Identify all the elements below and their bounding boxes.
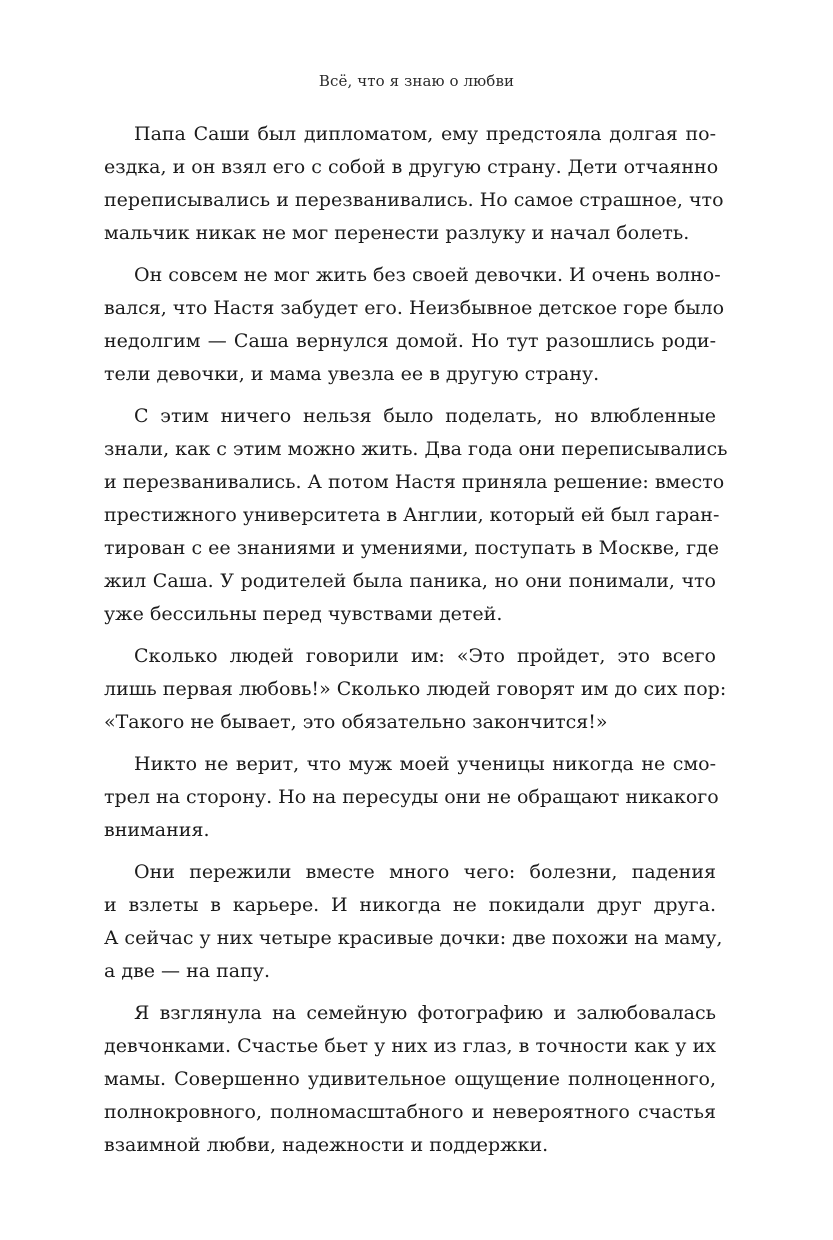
text-line: Они пережили вместе много чего: болезни, падения — [134, 861, 716, 883]
text-line: Он совсем не мог жить без своей девочки. И очень волно- — [134, 264, 721, 286]
running-head-title: Всё, что я знаю о любви — [318, 72, 515, 90]
text-line: уже бессильны перед чувствами детей. — [104, 603, 503, 625]
paragraph — [104, 748, 719, 847]
paragraph — [104, 997, 716, 1162]
text-line: ездка, и он взял его с собой в другую страну. Дети отчаянно — [104, 156, 719, 178]
text-line: внимания. — [104, 819, 210, 841]
text-line: мальчик никак не мог перенести разлуку и начал болеть. — [104, 222, 690, 244]
text-line: Папа Саши был дипломатом, ему предстояла долгая по- — [134, 123, 716, 145]
body-text — [104, 118, 728, 1162]
text-line: и перезванивались. А потом Настя приняла решение: вместо — [104, 471, 725, 493]
text-line: вался, что Настя забудет его. Неизбывное детское горе было — [104, 297, 725, 319]
text-line: престижного университета в Англии, который ей был гаран- — [104, 504, 720, 526]
paragraph — [104, 640, 727, 739]
text-line: жил Саша. У родителей была паника, но они понимали, что — [104, 570, 716, 592]
text-line: С этим ничего нельзя было поделать, но влюбленные — [134, 405, 716, 427]
paragraph — [104, 856, 723, 988]
paragraph — [104, 259, 725, 391]
text-line: мамы. Совершенно удивительное ощущение полноценного, — [104, 1068, 716, 1090]
text-line: полнокровного, полномасштабного и невероятного счастья — [104, 1101, 716, 1123]
text-line: знали, как с этим можно жить. Два года они переписывались — [104, 438, 728, 460]
text-line: взаимной любви, надежности и поддержки. — [104, 1134, 549, 1156]
text-line: А сейчас у них четыре красивые дочки: две похожи на маму, — [104, 927, 723, 949]
text-line: Никто не верит, что муж моей ученицы никогда не смо- — [134, 753, 716, 775]
text-line: тели девочки, и мама увезла ее в другую страну. — [104, 363, 600, 385]
text-line: а две — на папу. — [104, 960, 270, 982]
paragraph — [104, 118, 724, 250]
text-line: лишь первая любовь!» Сколько людей говорят им до сих пор: — [104, 678, 727, 700]
text-line: трел на сторону. Но на пересуды они не обращают никакого — [104, 786, 719, 808]
text-line: Сколько людей говорили им: «Это пройдет, это всего — [134, 645, 716, 667]
text-line: Я взглянула на семейную фотографию и залюбовалась — [134, 1002, 716, 1024]
paragraph — [104, 400, 728, 631]
text-line: переписывались и перезванивались. Но самое страшное, что — [104, 189, 724, 211]
text-line: недолгим — Саша вернулся домой. Но тут разошлись роди- — [104, 330, 716, 352]
text-line: тирован с ее знаниями и умениями, поступать в Москве, где — [104, 537, 719, 559]
text-line: «Такого не бывает, это обязательно закончится!» — [104, 711, 608, 733]
text-line: девчонками. Счастье бьет у них из глаз, в точности как у их — [104, 1035, 716, 1057]
text-line: и взлеты в карьере. И никогда не покидали друг друга. — [104, 894, 716, 916]
